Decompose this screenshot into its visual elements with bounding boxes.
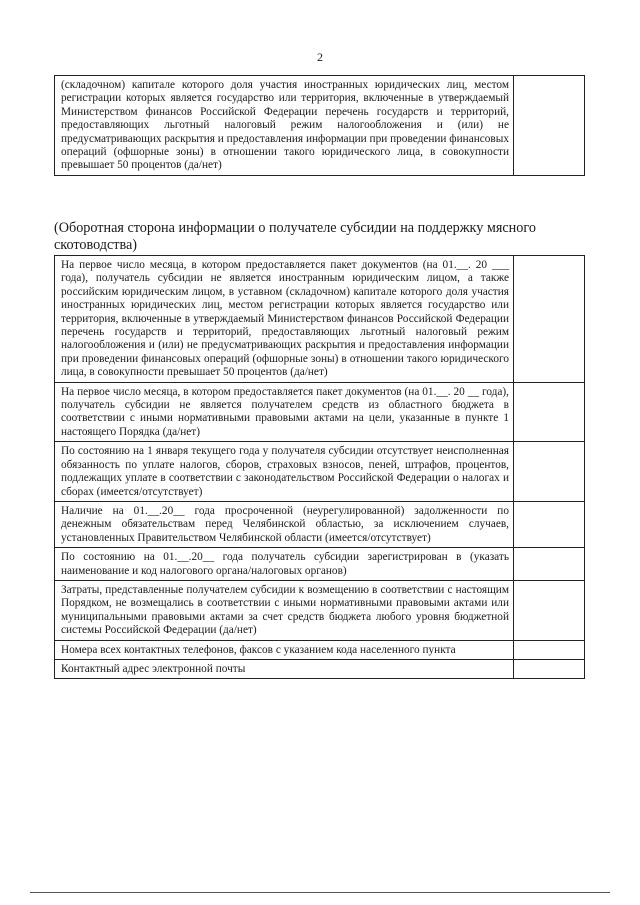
answer-cell[interactable]: [514, 256, 585, 383]
table-row: [55, 76, 585, 176]
table-row: [55, 640, 585, 659]
row-text: На первое число месяца, в котором предоставляется пакет документов (на 01.__. 20 ___ года), получатель субсидии не является иностранным юридическим лицом, а также российским юридическим лицом, в уставном (складочном) капитале которого доля участия иностранных юридических лиц, местом регистрации которых является государство или территория, включенные в утверждаемый Министерством финансов Российской Федерации перечень государств и территорий, предоставляющих льготный налоговый режим налогообложения и (или) не предусматривающих раскрытия и предоставления информации при проведении финансовых операций (офшорные зоны) в отношении такого юридического лица, в совокупности превышает 50 процентов (да/нет): [55, 256, 514, 383]
table-row: [55, 256, 585, 383]
row-text: На первое число месяца, в котором предоставляется пакет документов (на 01.__. 20 __ года), получатель субсидии не является получателем средств из областного бюджета в соответствии с иными нормативными правовыми актами на цели, указанные в пункте 1 настоящего Порядка (да/нет): [55, 382, 514, 442]
answer-cell[interactable]: [514, 382, 585, 442]
row-text: Наличие на 01.__.20__ года просроченной (неурегулированной) задолженности по денежным обязательствам перед Челябинской областью, за исключением случаев, установленных Правительством Челябинской области (имеется/отсутствует): [55, 501, 514, 547]
answer-cell[interactable]: [514, 501, 585, 547]
table-row: [55, 548, 585, 581]
row-text: Номера всех контактных телефонов, факсов с указанием кода населенного пункта: [55, 640, 514, 659]
row-text: Затраты, представленные получателем субсидии к возмещению в соответствии с настоящим Порядком, не возмещались в соответствии с иными нормативными правовыми актами или муниципальными правовыми актами за счет средств бюджета любого уровня бюджетной системы Российской Федерации (да/нет): [55, 580, 514, 640]
row-text: По состоянию на 1 января текущего года у получателя субсидии отсутствует неисполненная обязанность по уплате налогов, сборов, страховых взносов, пеней, штрафов, процентов, подлежащих уплате в соответствии с законодательством Российской Федерации о налогах и сборах (имеется/отсутствует): [55, 442, 514, 502]
answer-cell[interactable]: [514, 76, 585, 176]
table-row: [55, 501, 585, 547]
table-row: [55, 382, 585, 442]
answer-cell[interactable]: [514, 640, 585, 659]
answer-cell[interactable]: [514, 548, 585, 581]
row-text: По состоянию на 01.__.20__ года получатель субсидии зарегистрирован в (указать наименование и код налогового органа/налоговых органов): [55, 548, 514, 581]
row-text: (складочном) капитале которого доля участия иностранных юридических лиц, местом регистрации которых является государство или территория, включенные в утверждаемый Министерством финансов Российской Федерации перечень государств и территорий, предоставляющих льготный налоговый режим налогообложения и (или) не предусматривающих раскрытия и предоставления информации при проведении финансовых операций (офшорные зоны) в отношении такого юридического лица, в совокупности превышает 50 процентов (да/нет): [55, 76, 514, 176]
answer-cell[interactable]: [514, 659, 585, 678]
page-number: 2: [317, 50, 323, 64]
answer-cell[interactable]: [514, 580, 585, 640]
form-table-continued: [54, 75, 585, 176]
row-text: Контактный адрес электронной почты: [55, 659, 514, 678]
page-bottom-rule: [30, 892, 610, 893]
table-row: [55, 659, 585, 678]
table-row: [55, 442, 585, 502]
answer-cell[interactable]: [514, 442, 585, 502]
table-row: [55, 580, 585, 640]
form-table-reverse-side: [54, 255, 585, 679]
section-heading: (Оборотная сторона информации о получателе субсидии на поддержку мясного скотоводства): [54, 220, 536, 253]
